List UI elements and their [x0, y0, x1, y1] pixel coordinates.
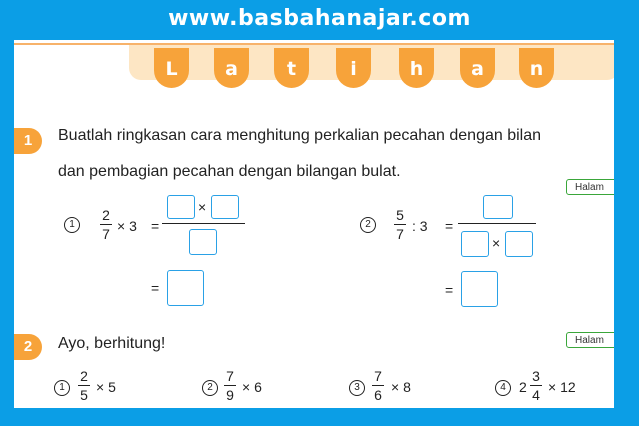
fraction-bar [394, 224, 406, 225]
problem-2-fraction-line [458, 223, 536, 224]
exercise-item-3-denominator: 6 [374, 387, 382, 403]
textbook-page [14, 40, 614, 408]
problem-2-answer-box-denominator-b[interactable] [505, 231, 533, 257]
problem-2-times: × [492, 235, 501, 251]
exercise-item-1-denominator: 5 [80, 387, 88, 403]
exercise-item-4-whole: 2 [519, 379, 527, 395]
banner-letter-1: L [154, 48, 189, 88]
problem-1-answer-box-numerator-b[interactable] [211, 195, 239, 219]
exercise-item-4-denominator: 4 [532, 387, 540, 403]
problem-1-equals-2: = [151, 280, 160, 296]
problem-1-operator: × 3 [117, 218, 137, 234]
question-1-badge: 1 [14, 128, 42, 154]
exercise-item-3-fraction [372, 368, 384, 403]
problem-2-number: 2 [360, 217, 376, 233]
problem-1-denominator: 7 [102, 226, 110, 242]
exercise-item-4-numerator: 3 [532, 368, 540, 384]
problem-2-equals-2: = [445, 282, 454, 298]
problem-2-denominator: 7 [396, 226, 404, 242]
fraction-bar [224, 385, 236, 386]
problem-2-equals: = [445, 218, 454, 234]
site-title: www.basbahanajar.com [168, 6, 471, 31]
question-1-line-2: dan pembagian pecahan dengan bilangan bulat. [58, 163, 401, 180]
fraction-bar [530, 385, 542, 386]
problem-1-times: × [198, 199, 207, 215]
banner-letter-4: i [336, 48, 371, 88]
question-1-halaman-label: Halam [566, 179, 614, 195]
exercise-item-1-operator: × 5 [96, 379, 116, 395]
exercise-item-4-operator: × 12 [548, 379, 576, 395]
problem-1-answer-box-denominator[interactable] [189, 229, 217, 255]
banner-letter-2: a [214, 48, 249, 88]
banner-letter-3: t [274, 48, 309, 88]
problem-1-numerator: 2 [102, 207, 110, 223]
exercise-item-2-operator: × 6 [242, 379, 262, 395]
exercise-item-4-fraction [530, 368, 542, 403]
problem-1-fraction-line [162, 223, 245, 224]
question-2-halaman-label: Halam [566, 332, 614, 348]
problem-2-answer-box-numerator[interactable] [483, 195, 513, 219]
exercise-item-1-number: 1 [54, 380, 70, 396]
problem-2-numerator: 5 [396, 207, 404, 223]
problem-1-answer-box-numerator-a[interactable] [167, 195, 195, 219]
exercise-item-2-fraction [224, 368, 236, 403]
exercise-item-3-numerator: 7 [374, 368, 382, 384]
problem-1-number: 1 [64, 217, 80, 233]
problem-1-fraction [100, 207, 112, 242]
problem-1-final-answer-box[interactable] [167, 270, 204, 306]
fraction-bar [78, 385, 90, 386]
exercise-item-3-number: 3 [349, 380, 365, 396]
exercise-item-4-number: 4 [495, 380, 511, 396]
problem-2-operator: : 3 [412, 218, 428, 234]
problem-2-fraction [394, 207, 406, 242]
exercise-item-1-numerator: 2 [80, 368, 88, 384]
question-2-text: Ayo, berhitung! [58, 335, 166, 352]
question-2-badge: 2 [14, 334, 42, 360]
exercise-item-2-numerator: 7 [226, 368, 234, 384]
banner-letter-6: a [460, 48, 495, 88]
banner-letter-7: n [519, 48, 554, 88]
problem-2-final-answer-box[interactable] [461, 271, 498, 307]
problem-1-equals: = [151, 218, 160, 234]
exercise-item-2-denominator: 9 [226, 387, 234, 403]
exercise-item-3-operator: × 8 [391, 379, 411, 395]
banner-letter-5: h [399, 48, 434, 88]
exercise-item-1-fraction [78, 368, 90, 403]
problem-2-answer-box-denominator-a[interactable] [461, 231, 489, 257]
fraction-bar [100, 224, 112, 225]
question-1-line-1: Buatlah ringkasan cara menghitung perkalian pecahan dengan bilan [58, 127, 542, 144]
exercise-item-2-number: 2 [202, 380, 218, 396]
fraction-bar [372, 385, 384, 386]
